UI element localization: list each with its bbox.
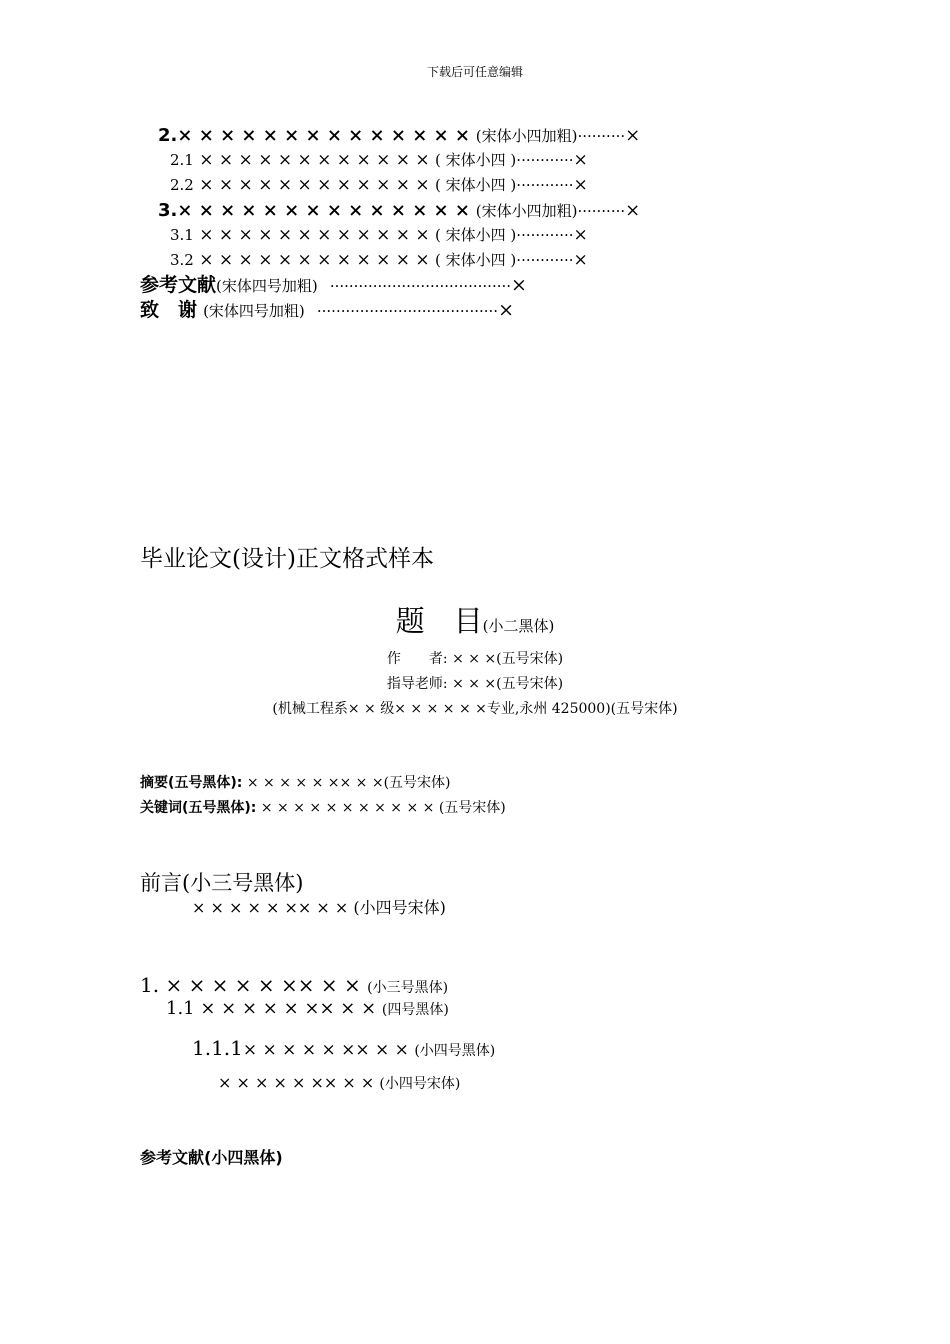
- sample-heading: 毕业论文(设计)正文格式样本: [140, 546, 434, 572]
- toc-leader: ······································: [329, 277, 512, 295]
- toc-page: ×: [573, 250, 588, 270]
- body-format: (小四号宋体): [379, 1076, 461, 1092]
- toc-marks: × × × × × × × × × × × ×: [199, 150, 430, 170]
- heading-format: (四号黑体): [381, 1002, 449, 1018]
- affiliation-line: (机械工程系× × 级× × × × × ×专业,永州 425000)(五号宋体): [272, 701, 678, 717]
- toc-leader: ······································: [316, 302, 499, 320]
- toc-num: 3.: [158, 200, 178, 221]
- heading-text: × × × × × ×× × ×: [165, 973, 361, 997]
- toc-marks: × × × × × × × × × × × ×: [199, 225, 430, 245]
- toc-leader: ··········: [577, 127, 626, 145]
- heading-text: × × × × × ×× × ×: [200, 998, 377, 1019]
- toc-num: 3.2: [170, 251, 194, 269]
- toc-page: ×: [573, 150, 588, 170]
- keywords-text: × × × × × × × × × × × (五号宋体): [260, 800, 506, 816]
- heading-format: (小三号黑体): [367, 980, 449, 996]
- title-format: (小二黑体): [482, 617, 555, 635]
- toc-references: [140, 276, 527, 295]
- toc-line-2-2: [170, 177, 588, 194]
- toc-page: ×: [511, 274, 527, 296]
- paper-title: [0, 604, 950, 638]
- toc-leader: ············: [516, 226, 574, 244]
- body-text: × × × × × ×× × ×: [218, 1073, 375, 1092]
- toc-leader: ············: [516, 176, 574, 194]
- toc-line-3-2: [170, 252, 588, 269]
- author-line: 作 者: × × ×(五号宋体): [386, 651, 564, 667]
- toc-label: 致 谢: [140, 299, 198, 321]
- toc-format: (宋体四号加粗): [216, 277, 318, 295]
- toc-format: (宋体小四加粗): [475, 127, 578, 145]
- abstract-text: × × × × × ×× × ×(五号宋体): [246, 775, 451, 791]
- keywords-line: [140, 801, 506, 815]
- heading-number: 1.1.1: [192, 1036, 243, 1060]
- toc-marks: × × × × × × × × × × × × × ×: [177, 200, 470, 221]
- abstract-line: [140, 776, 451, 790]
- toc-format: ( 宋体小四 ): [435, 226, 517, 244]
- toc-line-3-1: [170, 227, 588, 244]
- toc-format: (宋体小四加粗): [475, 202, 578, 220]
- toc-page: ×: [625, 125, 641, 146]
- toc-format: ( 宋体小四 ): [435, 151, 517, 169]
- keywords-label: 关键词(五号黑体):: [140, 800, 257, 816]
- toc-line-3: [158, 202, 640, 220]
- abstract-label: 摘要(五号黑体):: [140, 775, 243, 791]
- toc-line-2: [158, 127, 640, 145]
- toc-leader: ············: [516, 151, 574, 169]
- toc-format: (宋体四号加粗): [203, 302, 305, 320]
- toc-num: 2.2: [170, 176, 194, 194]
- heading-level-1: [140, 975, 448, 995]
- toc-page: ×: [498, 299, 514, 321]
- toc-label: 参考文献: [140, 274, 217, 296]
- toc-acknowledgements: [140, 301, 514, 320]
- heading-text: × × × × × ×× × ×: [242, 1040, 409, 1060]
- toc-num: 3.1: [170, 226, 194, 244]
- heading-level-2: [166, 1000, 449, 1018]
- heading-number: 1.1: [166, 998, 195, 1019]
- toc-leader: ··········: [577, 202, 626, 220]
- toc-num: 2.: [158, 125, 178, 146]
- toc-num: 2.1: [170, 151, 194, 169]
- toc-page: ×: [573, 225, 588, 245]
- title-text: 题 目: [395, 604, 483, 638]
- heading-format: (小四号黑体): [414, 1043, 496, 1059]
- advisor-line: 指导老师: × × ×(五号宋体): [386, 676, 564, 692]
- header-note: 下载后可任意编辑: [426, 65, 523, 79]
- toc-format: ( 宋体小四 ): [435, 251, 517, 269]
- toc-marks: × × × × × × × × × × × ×: [199, 250, 430, 270]
- references-heading: 参考文献(小四黑体): [140, 1148, 283, 1167]
- heading-level-3: [192, 1038, 495, 1059]
- heading-number: 1.: [140, 973, 160, 997]
- toc-marks: × × × × × × × × × × × × × ×: [177, 125, 470, 146]
- toc-format: ( 宋体小四 ): [435, 176, 517, 194]
- toc-page: ×: [573, 175, 588, 195]
- body-paragraph: [218, 1075, 460, 1091]
- preface-body: × × × × × ×× × × (小四号宋体): [192, 898, 446, 917]
- toc-marks: × × × × × × × × × × × ×: [199, 175, 430, 195]
- toc-leader: ············: [516, 251, 574, 269]
- toc-line-2-1: [170, 152, 588, 169]
- preface-heading: 前言(小三号黑体): [140, 871, 304, 895]
- toc-page: ×: [625, 200, 641, 221]
